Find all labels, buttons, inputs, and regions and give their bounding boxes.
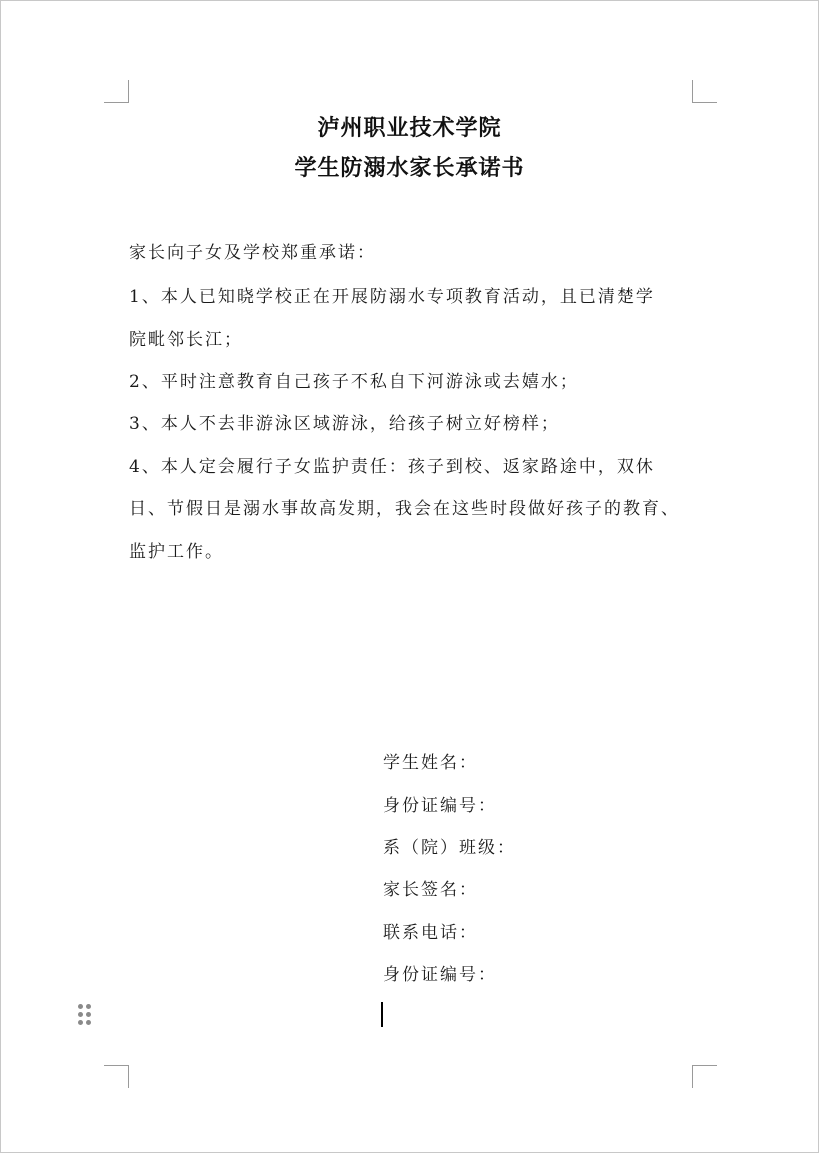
field-department-class[interactable]: 系（院）班级： — [383, 838, 516, 858]
document-title-line2[interactable]: 学生防溺水家长承诺书 — [294, 156, 525, 181]
text-cursor — [381, 1002, 383, 1027]
field-parent-signature[interactable]: 家长签名： — [383, 880, 478, 900]
margin-mark-bottom-left — [104, 1065, 129, 1088]
margin-mark-bottom-right — [692, 1065, 717, 1088]
field-parent-id-number[interactable]: 身份证编号： — [383, 965, 497, 985]
drag-handle-icon[interactable] — [78, 1004, 92, 1026]
body-line-item1-a[interactable]: 1、本人已知晓学校正在开展防溺水专项教育活动，且已清楚学 — [129, 287, 655, 307]
field-student-name[interactable]: 学生姓名： — [383, 753, 478, 773]
body-line-item4-b[interactable]: 日、节假日是溺水事故高发期，我会在这些时段做好孩子的教育、 — [129, 499, 680, 519]
field-contact-phone[interactable]: 联系电话： — [383, 923, 478, 943]
body-line-intro[interactable]: 家长向子女及学校郑重承诺： — [129, 243, 376, 263]
body-line-item1-b[interactable]: 院毗邻长江； — [129, 330, 243, 350]
document-title-line1[interactable]: 泸州职业技术学院 — [317, 116, 502, 141]
body-line-item3[interactable]: 3、本人不去非游泳区域游泳，给孩子树立好榜样； — [129, 414, 560, 434]
margin-mark-top-right — [692, 80, 717, 103]
field-student-id-number[interactable]: 身份证编号： — [383, 796, 497, 816]
body-line-item4-c[interactable]: 监护工作。 — [129, 542, 224, 562]
body-line-item2[interactable]: 2、平时注意教育自己孩子不私自下河游泳或去嬉水； — [129, 372, 579, 392]
margin-mark-top-left — [104, 80, 129, 103]
body-line-item4-a[interactable]: 4、本人定会履行子女监护责任：孩子到校、返家路途中，双休 — [129, 457, 655, 477]
